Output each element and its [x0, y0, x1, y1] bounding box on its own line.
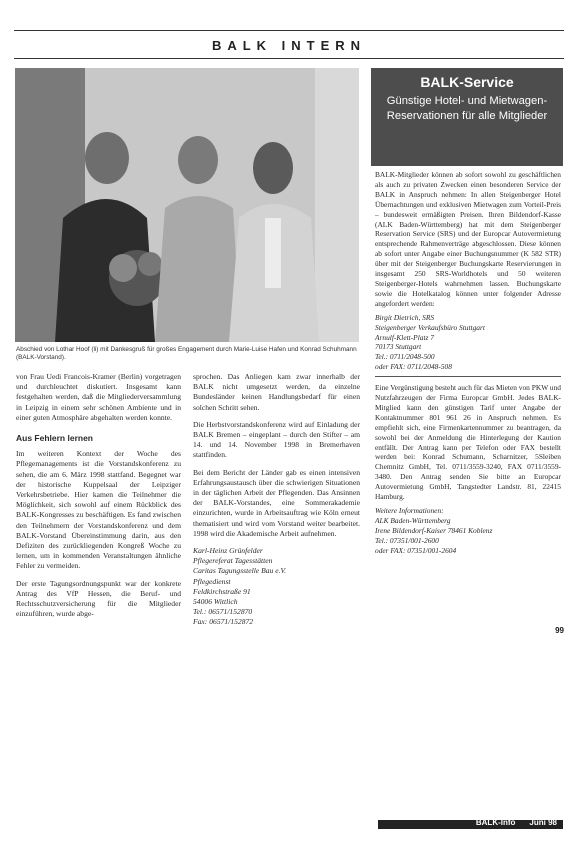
- section-header: BALK INTERN: [211, 38, 367, 53]
- author-signature: Karl-Heinz Grünfelder Pflegereferat Tagesstätten Caritas Tagungsstelle Bau e.V. Pflegedienst Feldkirchstraße 91 54006 Wittlich Tel.: 06571/152870 Fax: 06571/152872: [193, 546, 287, 627]
- service-column: [375, 170, 561, 560]
- paragraph: BALK-Mitglieder können ab sofort sowohl zu geschäftlichen als auch zu privaten Zwecken einen besonderen Service der BALK in Anspruch nehmen: In allen Steigenberger Hotel Übernachtungen und exklusiven Mietwagen zum Vorteil-Preis – bundesweit ermäßigten Preisen. Ihren Bildendorf-Kasse (ALK Baden-Württemberg) hat mit dem Steigenberger Reservation Service (SRS) und der Europcar Autovermietung entsprechende Rahmenverträge abgeschlossen. Diese können ab sofort unter Angabe einer Buchungsnummer (K 582 STR) über mit der Steigenberger Buchungskarte Reservierungen in insgesamt 250 SRS-Worldhotels und 50 weiteren Steigenberger-Hotels wahrnehmen lassen. Buchungskarte sowie die Hotelkatalog können unter folgender Adresse angefordert werden:: [375, 170, 561, 308]
- service-title: BALK-Service: [420, 74, 514, 90]
- paragraph: von Frau Uedi Francois-Kramer (Berlin) vorgetragen und durchleuchtet diskutiert. Insgesamt kann festgehalten werden, daß die Mitgliederversammlung in Leipzig in einem sehr schönen Ambiente und in einer guten Atmosphäre abgehalten werden konnte.: [16, 372, 181, 422]
- paragraph: Bei dem Bericht der Länder gab es einen intensiven Erfahrungsaustausch über die schwierigen Situationen in der täglichen Arbeit der Pflegenden. Das Ansinnen der BALK-Vorstandes, eine Sommerakademie einzurichten, wurde in Arbeitsauftrag wie Köln erneut thematisiert und wird vom Vorstand weiter bearbeitet. 1998 wird die Akademische Arbeit aufnehmen.: [193, 467, 360, 538]
- paragraph: Die Herbstvorstandskonferenz wird auf Einladung der BALK Bremen – eingeplant – durch den Stifter – am 14. und 14. November 1998 in Bremerhaven stattfinden.: [193, 419, 360, 460]
- footer: [378, 818, 563, 827]
- footer-label: BALK-Info: [475, 818, 516, 827]
- photo-illustration: [15, 68, 359, 342]
- address-block: Birgit Dietrich, SRS Steigenberger Verkaufsbüro Stuttgart Arnulf-Klett-Platz 7 70173 Stuttgart Tel.: 0711/2048-500 oder FAX: 0711/2048-508: [375, 312, 485, 372]
- header-rule-bottom: [14, 58, 564, 59]
- paragraph: Eine Vergünstigung besteht auch für das Mieten von PKW und Nutzfahrzeugen der Firma Europcar GmbH. Jedes BALK-Mitglied kann den günstigen Tarif unter Angabe der Kontaktnummer 801 961 26 in Anspruch nehmen. Es empfiehlt sich, eine Firmenkartennummer zu beantragen, da sowohl bei der Anmeldung die Hinterlegung der Kaution entfällt. Der Antrag kann per Telefon oder FAX bestellt werden bei: Konrad Schumann, Scharnitzer, 5Sleiben Chemnitz GmbH, Tel. 0711/3559-3240, FAX 0711/3559-3480. Den Antrag senden Sie bitte an Europcar Autovermietung GmbH, Tangstedter Landstr. 81, 22415 Hamburg.: [375, 383, 561, 502]
- middle-column: [193, 372, 360, 635]
- service-header-box: [371, 68, 563, 166]
- paragraph: Im weiteren Kontext der Woche des Pflegemanagements ist die Vorstandskonferenz zu sehen, die am 6. März 1998 stattfand. Begegnet war der historische Kuppelsaal der Leipziger Verkehrsbetriebe. Hier kamen die Teilnehmer die Möglichkeit, sich sowohl auf einem Rückblick des BALK-Kongresses zu beschäftigen. Es fand zwischen den Teilnehmern der Vorstandskonferenz und dem BALK-Vorstand Übereinstimmung darin, aus den Defiziten des zurückliegenden Kongreß Woche zu lernen, um in kommenden Veranstaltungen ähnliche Fehler zu vermeiden.: [16, 449, 181, 571]
- header-rule-top: [14, 30, 564, 31]
- page-number: 99: [555, 626, 564, 635]
- address-block: Weitere Informationen: ALK Baden-Württemberg Irene Bildendorf-Kaiser 78461 Koblenz Tel.: 07351/001-2600 oder FAX: 07351/001-2604: [375, 506, 493, 555]
- left-column: [16, 372, 181, 626]
- divider: [375, 376, 561, 377]
- group-photo: [15, 68, 359, 342]
- photo-caption: Abschied von Lothar Hoof (li) mit Dankesgruß für großes Engagement durch Marie-Luise Hafen und Konrad Schuhmann (BALK-Vorstand).: [16, 346, 357, 361]
- paragraph: sprochen. Das Anliegen kam zwar innerhalb der BALK nicht umgesetzt werden, da einzelne Bundesländer keinen Handlungsbedarf für einen solchen Schritt sehen.: [193, 372, 360, 412]
- footer-date: Juni 98: [529, 818, 557, 827]
- paragraph: Der erste Tagungsordnungspunkt war der konkrete Antrag des VfP Hessen, die Beruf- und Rechtsschutzversicherung für die Mitglieder einzuführen, wurde abge-: [16, 578, 181, 619]
- service-subtitle: Günstige Hotel- und Mietwagen-Reservationen für alle Mitglieder: [386, 95, 548, 122]
- subheading: Aus Fehlern lernen: [16, 433, 93, 444]
